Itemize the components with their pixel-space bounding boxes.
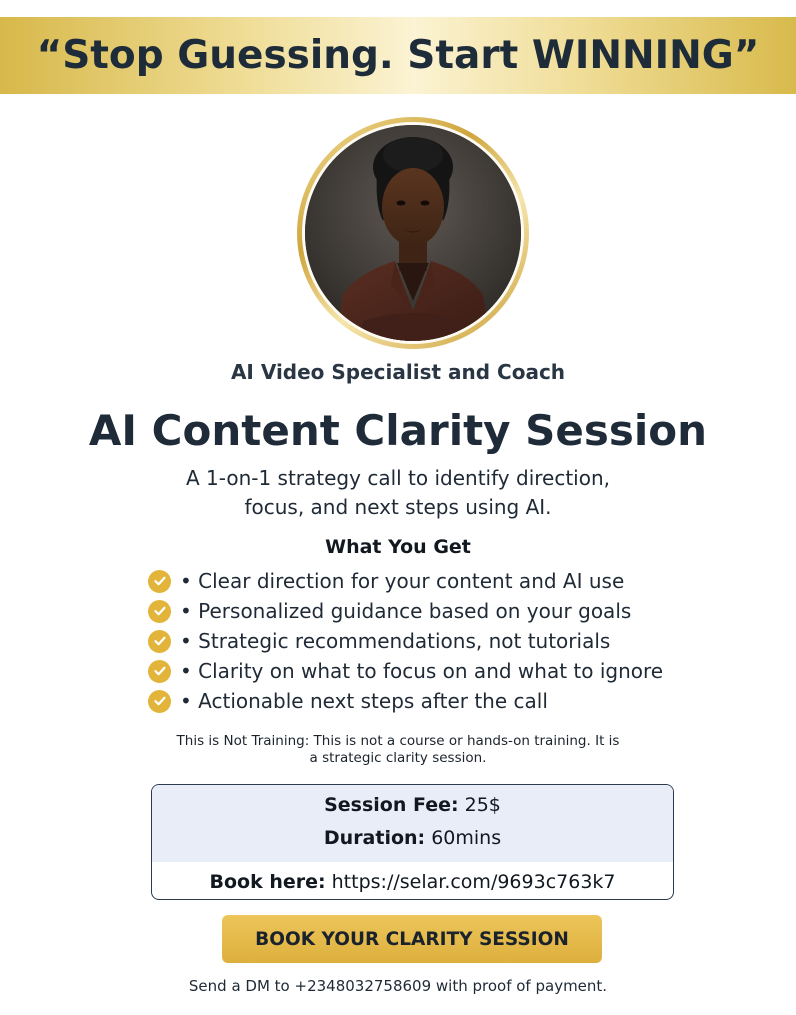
role-subtitle: AI Video Specialist and Coach <box>230 360 566 384</box>
list-item <box>148 596 708 626</box>
benefit-text: • Strategic recommendations, not tutorials <box>180 629 611 653</box>
booking-link-row <box>152 871 673 893</box>
tagline-line: A 1-on-1 strategy call to identify direction, <box>185 466 610 490</box>
check-circle-icon <box>148 690 171 713</box>
headline-banner <box>0 17 796 94</box>
tagline <box>150 464 646 522</box>
payment-instructions: Send a DM to +2348032758609 with proof of payment. <box>188 977 608 995</box>
benefit-text: • Personalized guidance based on your goals <box>180 599 632 623</box>
session-fee <box>152 794 673 816</box>
benefits-list <box>148 566 708 716</box>
check-circle-icon <box>148 600 171 623</box>
headline-text: “Stop Guessing. Start WINNING” <box>36 33 760 78</box>
duration-value: 60mins <box>431 827 502 849</box>
not-training-notice <box>150 733 646 767</box>
list-item <box>148 626 708 656</box>
check-circle-icon <box>148 570 171 593</box>
session-duration <box>152 827 673 849</box>
session-fee-value: 25$ <box>464 794 501 816</box>
booking-link[interactable]: https://selar.com/9693c763k7 <box>331 871 616 893</box>
list-item <box>148 686 708 716</box>
book-session-button[interactable]: BOOK YOUR CLARITY SESSION <box>222 915 602 963</box>
notice-line: This is Not Training: This is not a course or hands-on training. It is <box>176 733 620 749</box>
benefit-text: • Actionable next steps after the call <box>180 689 548 713</box>
notice-line: a strategic clarity session. <box>309 750 487 766</box>
benefit-text: • Clear direction for your content and AI use <box>180 569 625 593</box>
duration-label: Duration: <box>323 827 426 849</box>
session-details-box <box>151 784 674 900</box>
book-label: Book here: <box>209 871 326 893</box>
page-title: AI Content Clarity Session <box>88 406 708 455</box>
list-item <box>148 566 708 596</box>
benefits-heading: What You Get <box>325 536 471 558</box>
check-circle-icon <box>148 660 171 683</box>
check-circle-icon <box>148 630 171 653</box>
benefit-text: • Clarity on what to focus on and what to ignore <box>180 659 664 683</box>
tagline-line: focus, and next steps using AI. <box>244 495 552 519</box>
list-item <box>148 656 708 686</box>
session-fee-label: Session Fee: <box>324 794 459 816</box>
woman-portrait-icon <box>305 125 521 341</box>
portrait-frame <box>297 117 529 349</box>
